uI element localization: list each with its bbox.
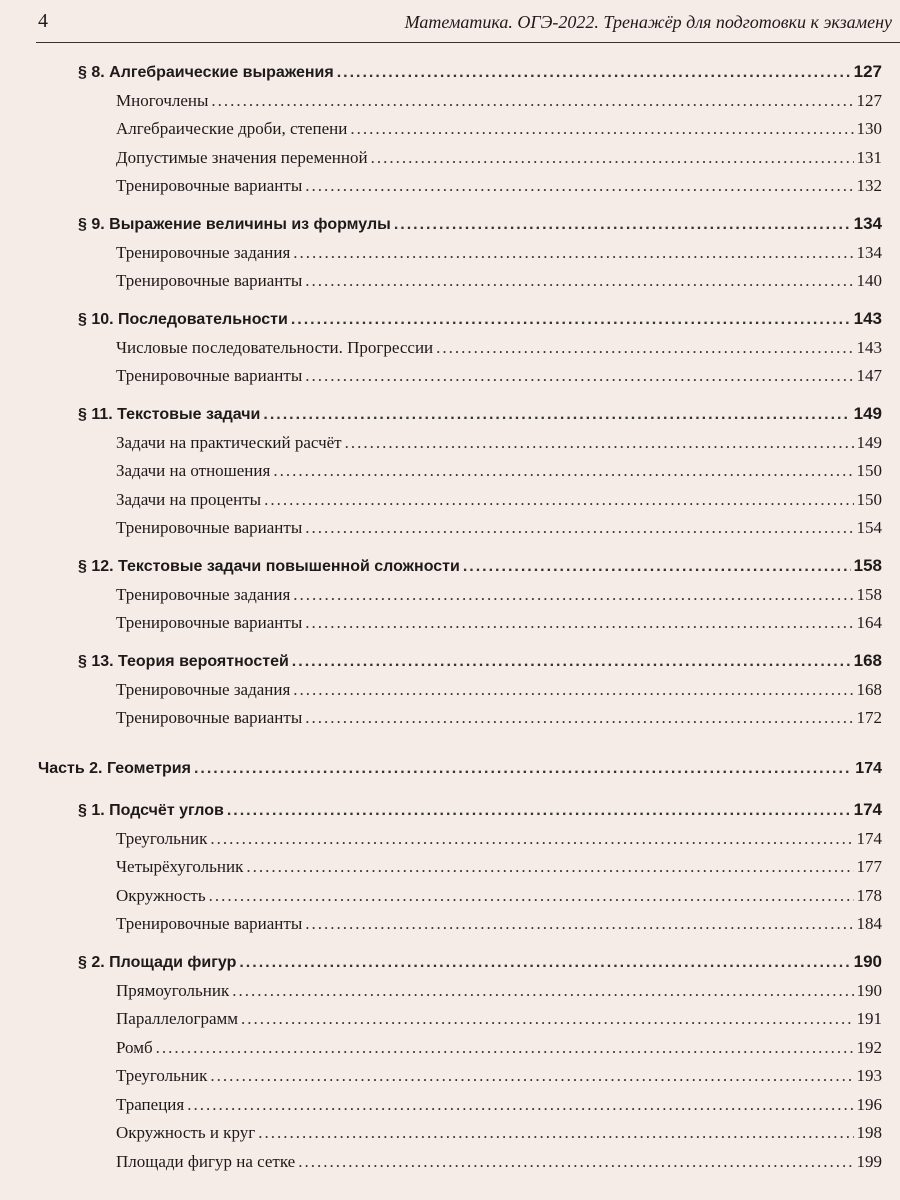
toc-entry [0,910,900,939]
entry-title: Тренировочные задания [116,242,291,262]
entry-title: § 8. Алгебраические выражения [78,64,334,81]
entry-title: Алгебраические дроби, степени [116,119,348,138]
entry-page: 149 [853,404,882,423]
toc-entry [0,172,900,201]
entry-page: 134 [856,242,882,262]
entry-title: Площади фигур на сетке [116,1151,296,1171]
entry-page: 174 [855,759,882,777]
entry-page: 193 [856,1066,882,1085]
entry-title: Задачи на отношения [116,461,271,480]
entry-page: 191 [856,1009,882,1028]
dot-leader [305,704,853,733]
entry-page: 130 [856,119,882,138]
toc-entry [0,1148,900,1177]
dot-leader [210,825,853,854]
entry-title: Тренировочные задания [116,584,291,604]
entry-page: 198 [856,1123,882,1142]
toc-entry [0,882,900,911]
dot-leader [293,239,853,268]
entry-title: Прямоугольник [116,980,230,1000]
entry-page: 132 [856,176,882,195]
toc-entry [0,457,900,486]
toc-entry [0,977,900,1006]
entry-title: § 13. Теория вероятностей [78,653,289,670]
dot-leader [305,362,853,391]
dot-leader [227,797,851,826]
entry-title: Параллелограмм [116,1009,239,1028]
dot-leader [293,581,853,610]
dot-leader [258,1119,853,1148]
entry-page: 134 [853,214,882,233]
toc-entry [0,486,900,515]
toc-entry [0,1119,900,1148]
dot-leader [293,676,853,705]
entry-page: 164 [856,613,882,632]
dot-leader [211,87,853,116]
dot-leader [209,882,854,911]
dot-leader [246,853,853,882]
toc-entry [0,676,900,705]
dot-leader [194,755,852,784]
entry-page: 143 [856,337,882,357]
entry-title: § 2. Площади фигур [78,954,237,971]
toc-entry [0,267,900,296]
header-rule [36,42,900,43]
entry-page: 168 [853,651,882,670]
entry-page: 158 [856,584,882,604]
running-title: Математика. ОГЭ-2022. Тренажёр для подготовки к экзамену [404,12,892,32]
entry-page: 127 [856,90,882,110]
entry-title: Четырёхугольник [116,857,244,876]
toc-entry [0,825,900,854]
toc-section [0,305,900,334]
entry-page: 154 [856,518,882,537]
entry-title: Задачи на практический расчёт [116,432,342,452]
entry-page: 196 [856,1094,882,1114]
entry-title: Многочлены [116,90,209,110]
entry-title: § 12. Текстовые задачи повышенной сложности [78,558,460,575]
entry-page: 150 [856,489,882,509]
dot-leader [298,1148,853,1177]
toc-entry [0,1062,900,1091]
toc-entry [0,429,900,458]
dot-leader [305,514,853,543]
dot-leader [305,609,853,638]
entry-title: Тренировочные варианты [116,271,303,290]
toc-section [0,400,900,429]
toc-section [0,58,900,87]
toc-part [0,755,900,784]
entry-page: 147 [856,366,882,385]
dot-leader [463,553,851,582]
entry-title: § 9. Выражение величины из формулы [78,216,391,233]
toc-section [0,552,900,581]
toc-entry [0,115,900,144]
entry-title: Числовые последовательности. Прогрессии [116,337,434,357]
dot-leader [337,59,851,88]
toc-entry [0,362,900,391]
entry-page: 190 [856,980,882,1000]
entry-title: Трапеция [116,1094,185,1114]
entry-page: 149 [856,432,882,452]
entry-title: Тренировочные варианты [116,708,303,727]
toc-entry [0,1005,900,1034]
entry-page: 140 [856,271,882,290]
toc-entry [0,144,900,173]
entry-page: 174 [853,800,882,819]
entry-title: Треугольник [116,828,208,848]
entry-page: 199 [856,1151,882,1171]
dot-leader [305,910,853,939]
toc-section [0,948,900,977]
entry-page: 192 [856,1037,882,1057]
entry-page: 150 [856,461,882,480]
entry-title: Тренировочные задания [116,679,291,699]
entry-page: 127 [853,62,882,81]
dot-leader [210,1062,853,1091]
entry-title: Треугольник [116,1066,208,1085]
dot-leader [156,1034,854,1063]
entry-title: Тренировочные варианты [116,914,303,933]
dot-leader [187,1091,853,1120]
entry-page: 143 [853,309,882,328]
dot-leader [241,1005,853,1034]
entry-page: 174 [856,828,882,848]
toc-entry [0,609,900,638]
toc-entry [0,514,900,543]
entry-title: Задачи на проценты [116,489,262,509]
entry-title: Окружность и круг [116,1123,256,1142]
toc-entry [0,581,900,610]
entry-page: 158 [853,556,882,575]
entry-title: Допустимые значения переменной [116,147,368,167]
dot-leader [292,648,851,677]
dot-leader [232,977,853,1006]
entry-title: Тренировочные варианты [116,613,303,632]
entry-title: Тренировочные варианты [116,518,303,537]
entry-title: § 1. Подсчёт углов [78,802,224,819]
dot-leader [350,115,853,144]
dot-leader [263,401,850,430]
entry-title: Часть 2. Геометрия [38,759,191,777]
toc-entry [0,1091,900,1120]
entry-page: 184 [856,914,882,933]
entry-page: 172 [856,708,882,727]
dot-leader [239,949,850,978]
table-of-contents [0,58,900,1176]
toc-entry [0,87,900,116]
toc-section [0,210,900,239]
dot-leader [291,306,851,335]
toc-entry [0,334,900,363]
entry-title: Окружность [116,885,206,905]
entry-title: Ромб [116,1037,153,1057]
dot-leader [273,457,853,486]
dot-leader [305,172,853,201]
dot-leader [371,144,854,173]
toc-entry [0,853,900,882]
toc-section [0,647,900,676]
entry-title: § 10. Последовательности [78,311,288,328]
entry-title: § 11. Текстовые задачи [78,406,261,423]
page-number: 4 [38,10,48,32]
dot-leader [345,429,854,458]
dot-leader [394,211,851,240]
toc-section [0,796,900,825]
entry-title: Тренировочные варианты [116,176,303,195]
entry-title: Тренировочные варианты [116,366,303,385]
dot-leader [305,267,853,296]
toc-entry [0,704,900,733]
dot-leader [264,486,853,515]
entry-page: 177 [856,857,882,876]
entry-page: 131 [856,147,882,167]
toc-entry [0,1034,900,1063]
entry-page: 178 [856,885,882,905]
dot-leader [436,334,853,363]
toc-entry [0,239,900,268]
entry-page: 190 [853,952,882,971]
entry-page: 168 [856,679,882,699]
